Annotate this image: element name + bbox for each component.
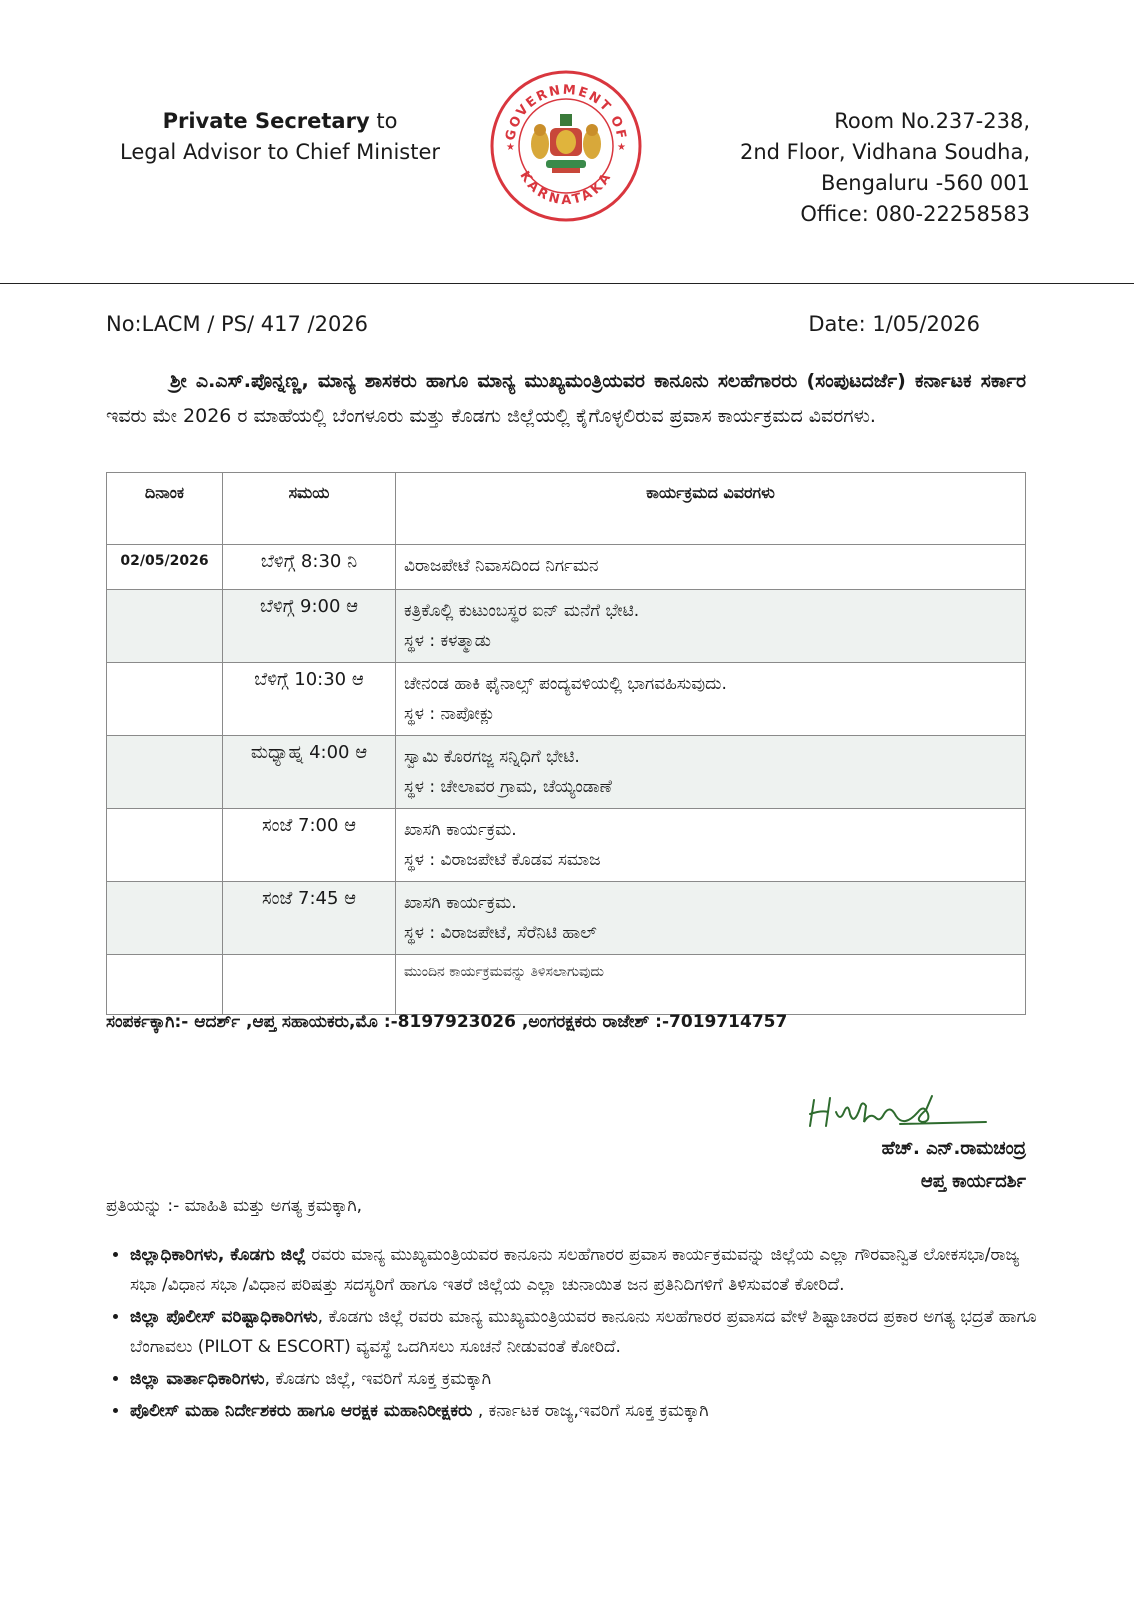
list-item (130, 1364, 1050, 1394)
table-row (107, 663, 1026, 736)
row-place: ಸ್ಥಳ : ಚೇಲಾವರ ಗ್ರಾಮ, ಚೆಯ್ಯಂಡಾಣೆ (404, 777, 612, 797)
recipient-note: , ಕೊಡಗು ಜಿಲ್ಲೆ, ಇವರಿಗೆ ಸೂಕ್ತ ಕ್ರಮಕ್ಕಾಗಿ (264, 1369, 492, 1389)
row-date (107, 736, 223, 809)
row-details (396, 882, 1026, 955)
schedule-table (106, 472, 1026, 1015)
row-event: ಕತ್ರಿಕೊಲ್ಲಿ ಕುಟುಂಬಸ್ಥರ ಐನ್ ಮನೆಗೆ ಭೇಟಿ. (404, 601, 640, 621)
row-date: 02/05/2026 (107, 545, 223, 590)
row-details (396, 590, 1026, 663)
col-header-date: ದಿನಾಂಕ (107, 473, 223, 545)
address-line: Bengaluru -560 001 (820, 171, 1030, 195)
footer-note: ಮುಂದಿನ ಕಾರ್ಯಕ್ರಮವನ್ನು ತಿಳಿಸಲಾಗುವುದು (396, 955, 1026, 1015)
letter-date: Date: 1/05/2026 (808, 312, 980, 336)
row-date (107, 590, 223, 663)
contact-line: ಸಂಪರ್ಕಕ್ಕಾಗಿ:- ಆದರ್ಶ್ ,ಆಪ್ತ ಸಹಾಯಕರು,ಮೊ :-8197923026 ,ಅಂಗರಕ್ಷಕರು ರಾಜೇಶ್ :-7019714757 (106, 1012, 788, 1032)
crest-icon (531, 114, 601, 173)
office-address (740, 106, 1030, 230)
sender-title (80, 106, 480, 168)
address-line: 2nd Floor, Vidhana Soudha, (739, 140, 1030, 164)
row-place: ಸ್ಥಳ : ಕಳತ್ಮಾಡು (404, 631, 491, 651)
svg-text:★: ★ (506, 142, 515, 153)
seal-text-top: GOVERNMENT OF (503, 82, 629, 142)
row-details (396, 663, 1026, 736)
recipient: ಜಿಲ್ಲಾಧಿಕಾರಿಗಳು, ಕೊಡಗು ಜಿಲ್ಲೆ (130, 1245, 306, 1265)
signatory-designation: ಆಪ್ತ ಕಾರ್ಯದರ್ಶಿ (920, 1171, 1026, 1192)
row-event: ಚೇನಂಡ ಹಾಕಿ ಫೈನಾಲ್ಸ್ ಪಂದ್ಯವಳಿಯಲ್ಲಿ ಭಾಗವಹಿಸುವುದು. (404, 674, 727, 694)
table-row (107, 590, 1026, 663)
sender-subtitle: Legal Advisor to Chief Minister (119, 140, 441, 164)
table-row (107, 809, 1026, 882)
government-seal (486, 66, 646, 226)
recipient-note: , ಕರ್ನಾಟಕ ರಾಜ್ಯ,ಇವರಿಗೆ ಸೂಕ್ತ ಕ್ರಮಕ್ಕಾಗಿ (472, 1401, 709, 1421)
row-event: ವಿರಾಜಪೇಟೆ ನಿವಾಸದಿಂದ ನಿರ್ಗಮನ (404, 556, 599, 576)
row-date (107, 809, 223, 882)
list-item (130, 1396, 1050, 1426)
row-time: ಬೆಳಿಗ್ಗೆ 10:30 ಆ (223, 663, 396, 736)
row-place: ಸ್ಥಳ : ವಿರಾಜಪೇಟೆ, ಸೆರೆನಿಟಿ ಹಾಲ್ (404, 923, 597, 943)
row-event: ಖಾಸಗಿ ಕಾರ್ಯಕ್ರಮ. (404, 820, 517, 840)
table-header-row (107, 473, 1026, 545)
row-place: ಸ್ಥಳ : ವಿರಾಜಪೇಟೆ ಕೊಡವ ಸಮಾಜ (404, 850, 601, 870)
table-row (107, 882, 1026, 955)
col-header-time: ಸಮಯ (223, 473, 396, 545)
svg-text:KARNATAKA (516, 169, 615, 208)
seal-text-bottom: KARNATAKA (516, 168, 616, 209)
row-details (396, 545, 1026, 590)
office-phone: Office: 080-22258583 (800, 202, 1030, 226)
row-time: ಸಂಜೆ 7:45 ಆ (223, 882, 396, 955)
sender-title-bold: Private Secretary (162, 109, 370, 133)
row-time: ಬೆಳಿಗ್ಗೆ 9:00 ಆ (223, 590, 396, 663)
table-footer-row (107, 955, 1026, 1015)
recipient: ಪೊಲೀಸ್ ಮಹಾ ನಿರ್ದೇಶಕರು ಹಾಗೂ ಆರಕ್ಷಕ ಮಹಾನಿರೀಕ್ಷಕರು (130, 1401, 473, 1421)
address-line: Room No.237-238, (834, 109, 1030, 133)
signatory-name: ಹೆಚ್. ಎನ್.ರಾಮಚಂದ್ರ (881, 1138, 1026, 1159)
recipient: ಜಿಲ್ಲಾ ಪೊಲೀಸ್ ವರಿಷ್ಟಾಧಿಕಾರಿಗಳು (130, 1307, 318, 1327)
sender-title-rest: to (369, 109, 398, 133)
distribution-list (106, 1240, 1050, 1428)
row-place: ಸ್ಥಳ : ನಾಪೋಕ್ಲು (404, 704, 495, 724)
recipient-note: , ಕೊಡಗು ಜಿಲ್ಲೆ ರವರು ಮಾನ್ಯ ಮುಖ್ಯಮಂತ್ರಿಯವರ ಕಾನೂನು ಸಲಹೆಗಾರರ ಪ್ರವಾಸದ ವೇಳೆ ಶಿಷ್ಟಾಚಾರದ ಪ್ರಕಾರ ಅಗತ್ಯ ಭದ್ರತೆ ಹಾಗೂ ಬೆಂಗಾವಲು (PILOT & ESCORT) ವ್ಯವಸ್ಥೆ ಒದಗಿಸಲು ಸೂಚನೆ ನೀಡುವಂತೆ ಕೋರಿದೆ. (130, 1307, 1037, 1357)
copies-to: ಪ್ರತಿಯನ್ನು :- ಮಾಹಿತಿ ಮತ್ತು ಅಗತ್ಯ ಕ್ರಮಕ್ಕಾಗಿ, (106, 1196, 363, 1216)
table-row (107, 736, 1026, 809)
intro-bold: ಶ್ರೀ ಎ.ಎಸ್.ಪೊನ್ನಣ್ಣ, ಮಾನ್ಯ ಶಾಸಕರು ಹಾಗೂ ಮಾನ್ಯ ಮುಖ್ಯಮಂತ್ರಿಯವರ ಕಾನೂನು ಸಲಹೆಗಾರರು (ಸಂಪುಟದರ್ಜೆ) ಕರ್ನಾಟಕ ಸರ್ಕಾರ (170, 370, 1026, 392)
header-divider (0, 283, 1134, 284)
row-time: ಸಂಜೆ 7:00 ಆ (223, 809, 396, 882)
list-item (130, 1302, 1050, 1362)
row-date (107, 882, 223, 955)
col-header-details: ಕಾರ್ಯಕ್ರಮದ ವಿವರಗಳು (396, 473, 1026, 545)
recipient: ಜಿಲ್ಲಾ ವಾರ್ತಾಧಿಕಾರಿಗಳು (130, 1369, 265, 1389)
signatory-block (882, 1132, 1026, 1198)
row-details (396, 736, 1026, 809)
list-item (130, 1240, 1050, 1300)
svg-text:★: ★ (617, 142, 626, 153)
row-event: ಖಾಸಗಿ ಕಾರ್ಯಕ್ರಮ. (404, 893, 517, 913)
intro-paragraph (106, 364, 1026, 434)
row-time: ಮಧ್ಯಾಹ್ನ 4:00 ಆ (223, 736, 396, 809)
recipient-note: ರವರು ಮಾನ್ಯ ಮುಖ್ಯಮಂತ್ರಿಯವರ ಕಾನೂನು ಸಲಹೆಗಾರರ ಪ್ರವಾಸ ಕಾರ್ಯಕ್ರಮವನ್ನು ಜಿಲ್ಲೆಯ ಎಲ್ಲಾ ಗೌರವಾನ್ವಿತ ಲೋಕಸಭಾ/ರಾಜ್ಯ ಸಭಾ /ವಿಧಾನ ಸಭಾ /ವಿಧಾನ ಪರಿಷತ್ತು ಸದಸ್ಯರಿಗೆ ಹಾಗೂ ಇತರೆ ಜಿಲ್ಲೆಯ ಎಲ್ಲಾ ಚುನಾಯಿತ ಜನ ಪ್ರತಿನಿದಿಗಳಿಗೆ ತಿಳಿಸುವಂತೆ ಕೋರಿದೆ. (130, 1245, 1020, 1295)
signature-icon (800, 1092, 990, 1134)
reference-number: No:LACM / PS/ 417 /2026 (106, 312, 369, 336)
row-date (107, 663, 223, 736)
row-time: ಬೆಳಿಗ್ಗೆ 8:30 ನಿ (223, 545, 396, 590)
table-row (107, 545, 1026, 590)
row-details (396, 809, 1026, 882)
row-event: ಸ್ವಾಮಿ ಕೊರಗಜ್ಜ ಸನ್ನಿಧಿಗೆ ಭೇಟಿ. (404, 747, 580, 767)
intro-rest: ಇವರು ಮೇ 2026 ರ ಮಾಹೆಯಲ್ಲಿ ಬೆಂಗಳೂರು ಮತ್ತು ಕೊಡಗು ಜಿಲ್ಲೆಯಲ್ಲಿ ಕೈಗೊಳ್ಳಲಿರುವ ಪ್ರವಾಸ ಕಾರ್ಯಕ್ರಮದ ವಿವರಗಳು. (106, 405, 876, 427)
